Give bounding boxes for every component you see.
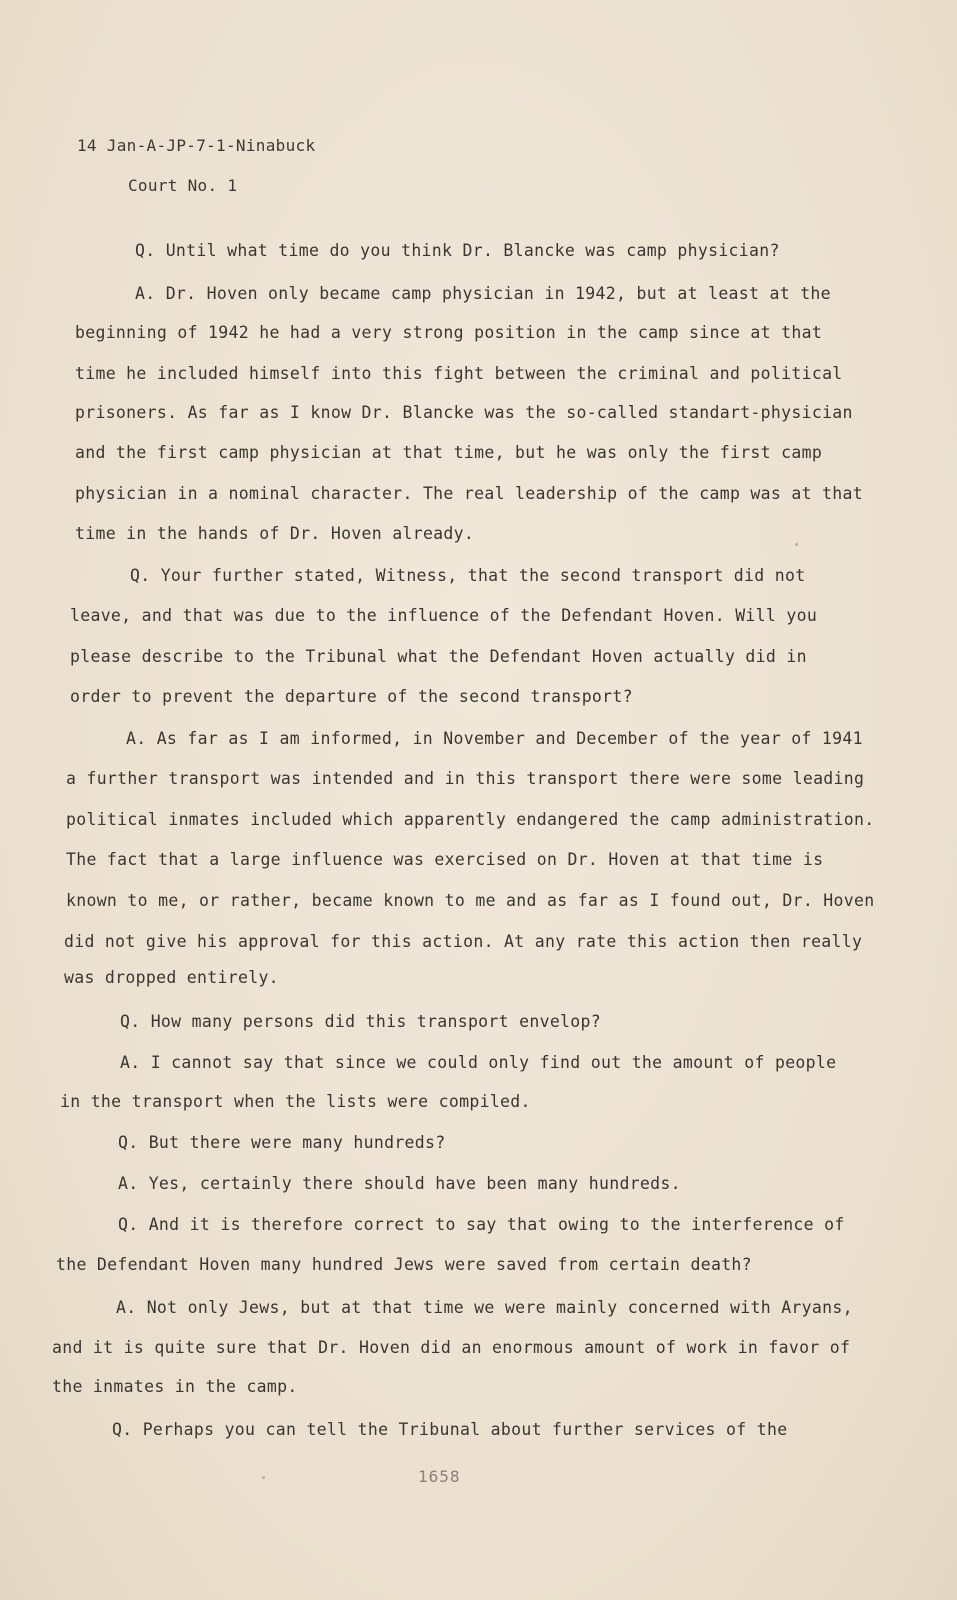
court-number: Court No. 1 <box>128 176 238 195</box>
text-line: and it is quite sure that Dr. Hoven did an enormous amount of work in favor of <box>52 1338 851 1357</box>
text-line: the inmates in the camp. <box>52 1377 298 1396</box>
text-line: Q. Your further stated, Witness, that the second transport did not <box>130 566 806 585</box>
text-line: prisoners. As far as I know Dr. Blancke was the so-called standart-physician <box>75 403 853 422</box>
text-line: The fact that a large influence was exercised on Dr. Hoven at that time is <box>66 850 824 869</box>
text-line: and the first camp physician at that time, but he was only the first camp <box>75 443 823 462</box>
text-line: A. Not only Jews, but at that time we were mainly concerned with Aryans, <box>116 1298 853 1317</box>
text-line: time he included himself into this fight between the criminal and political <box>75 364 843 383</box>
text-line: A. Dr. Hoven only became camp physician in 1942, but at least at the <box>135 284 831 303</box>
document-reference: 14 Jan-A-JP-7-1-Ninabuck <box>77 136 316 155</box>
text-line: physician in a nominal character. The real leadership of the camp was at that <box>75 484 864 503</box>
text-line: did not give his approval for this action. At any rate this action then really <box>64 932 863 951</box>
text-line: known to me, or rather, became known to me and as far as I found out, Dr. Hoven <box>66 891 875 910</box>
text-line: a further transport was intended and in this transport there were some leading <box>66 769 865 788</box>
text-line: please describe to the Tribunal what the Defendant Hoven actually did in <box>70 647 807 666</box>
text-line: Q. Perhaps you can tell the Tribunal about further services of the <box>112 1420 788 1439</box>
text-line: the Defendant Hoven many hundred Jews were saved from certain death? <box>56 1255 752 1274</box>
paper-speck <box>795 543 798 546</box>
text-line: Q. How many persons did this transport envelop? <box>120 1012 601 1031</box>
text-line: A. I cannot say that since we could only find out the amount of people <box>120 1053 837 1072</box>
text-line: Q. And it is therefore correct to say that owing to the interference of <box>118 1215 845 1234</box>
page-number: 1658 <box>418 1467 461 1486</box>
text-line: beginning of 1942 he had a very strong position in the camp since at that <box>75 323 823 342</box>
text-line: was dropped entirely. <box>64 968 279 987</box>
text-line: order to prevent the departure of the second transport? <box>70 687 633 706</box>
text-line: A. As far as I am informed, in November and December of the year of 1941 <box>126 729 863 748</box>
text-line: in the transport when the lists were compiled. <box>60 1092 531 1111</box>
text-line: A. Yes, certainly there should have been many hundreds. <box>118 1174 681 1193</box>
text-line: Q. But there were many hundreds? <box>118 1133 446 1152</box>
text-line: political inmates included which apparently endangered the camp administration. <box>66 810 875 829</box>
text-line: leave, and that was due to the influence of the Defendant Hoven. Will you <box>70 606 818 625</box>
text-line: Q. Until what time do you think Dr. Blancke was camp physician? <box>135 241 780 260</box>
text-line: time in the hands of Dr. Hoven already. <box>75 524 475 543</box>
paper-speck <box>262 1476 265 1479</box>
